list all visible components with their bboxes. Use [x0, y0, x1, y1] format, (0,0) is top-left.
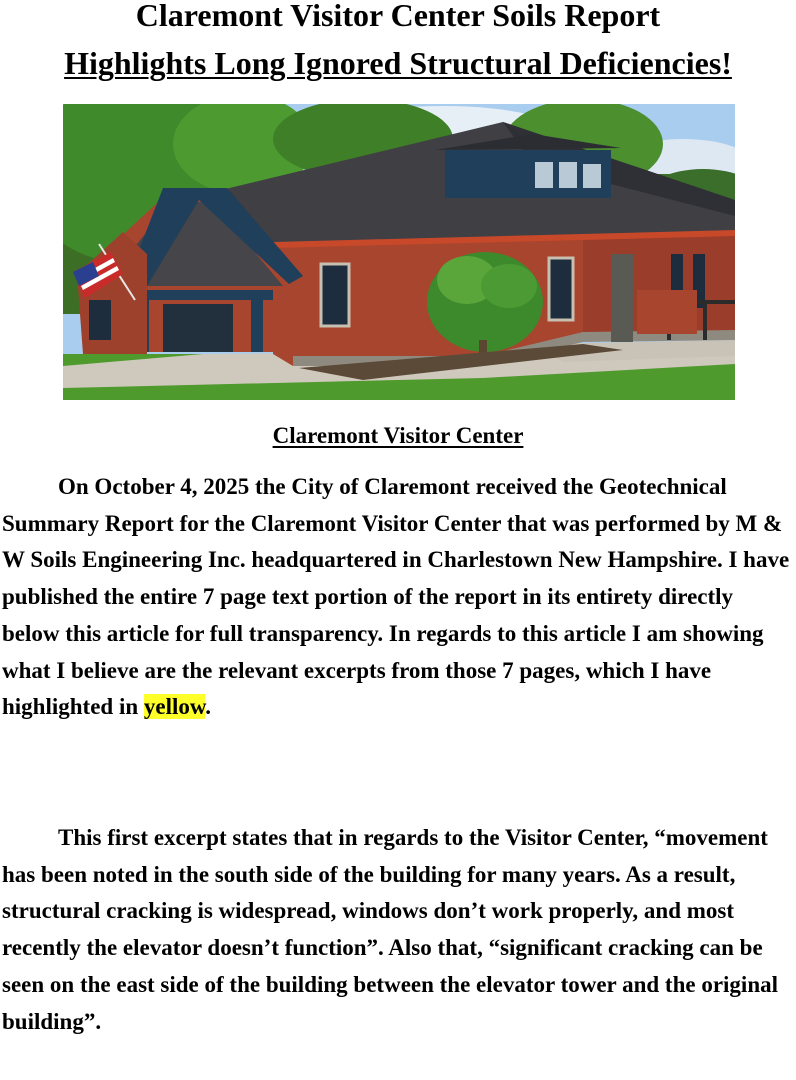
article-paragraph-2: This first excerpt states that in regards to the Visitor Center, “movement has been noted in the south side of the building for many years. As a result, structural cracking is widespread, windows don’t work properly, and most recently the elevator doesn’t function”. Also that, “significant cracking can be seen on the east side of the building between the elevator tower and the original building”.: [2, 825, 779, 1034]
paragraph-1-text: On October 4, 2025 the City of Claremont received the Geotechnical Summary Report for the Claremont Visitor Center that was performed by M & W Soils Engineering Inc. headquartered in Charlestown New Hampshire. I have published the entire 7 page text portion of the report in its entirety directly below this article for full transparency. In regards to this article I am showing what I believe are the relevant excerpts from those 7 pages, which I have highlighted in: [2, 474, 790, 720]
article-title-line-1: Claremont Visitor Center Soils Report: [135, 0, 661, 33]
highlighted-word: yellow: [143, 694, 206, 720]
article-paragraph-1: [2, 469, 796, 726]
photo-caption: Claremont Visitor Center: [272, 423, 524, 448]
article-title-line-2: Highlights Long Ignored Structural Deficiencies!: [64, 45, 732, 81]
paragraph-1-end: .: [205, 694, 211, 720]
visitor-center-photo: [63, 104, 735, 400]
